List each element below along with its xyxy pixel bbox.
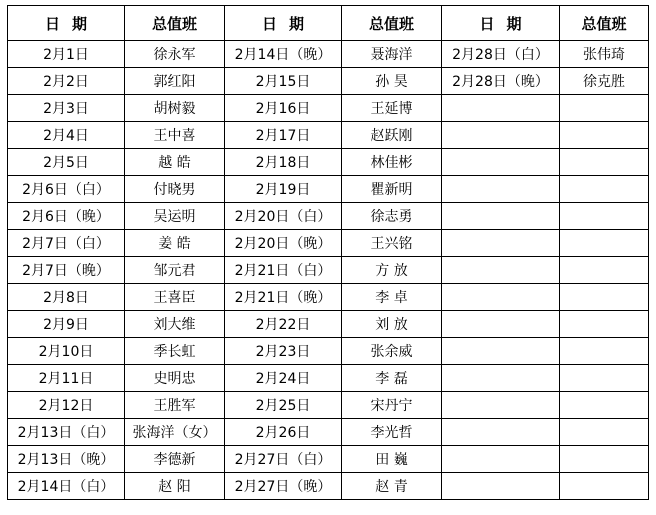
table-row (8, 338, 649, 365)
duty-name-cell: 赵 青 (342, 473, 442, 500)
duty-name-cell (560, 311, 649, 338)
duty-name-cell: 史明忠 (125, 365, 225, 392)
duty-name-cell (560, 338, 649, 365)
date-cell (442, 257, 560, 284)
table-row (8, 392, 649, 419)
duty-name-cell: 季长虹 (125, 338, 225, 365)
duty-name-cell: 王喜臣 (125, 284, 225, 311)
duty-name-cell (560, 257, 649, 284)
duty-name-cell: 姜 皓 (125, 230, 225, 257)
duty-name-cell: 徐永军 (125, 41, 225, 68)
date-cell: 2月20日（晚） (225, 230, 342, 257)
duty-name-cell (560, 149, 649, 176)
duty-name-cell: 李德新 (125, 446, 225, 473)
duty-name-cell: 邹元君 (125, 257, 225, 284)
date-cell: 2月8日 (8, 284, 125, 311)
date-cell: 2月11日 (8, 365, 125, 392)
date-cell (442, 473, 560, 500)
duty-name-cell: 王兴铭 (342, 230, 442, 257)
date-cell: 2月19日 (225, 176, 342, 203)
duty-name-cell: 胡树毅 (125, 95, 225, 122)
date-cell (442, 338, 560, 365)
duty-name-cell: 徐志勇 (342, 203, 442, 230)
date-cell: 2月9日 (8, 311, 125, 338)
date-cell: 2月15日 (225, 68, 342, 95)
duty-name-cell: 付晓男 (125, 176, 225, 203)
duty-name-cell: 李 卓 (342, 284, 442, 311)
duty-name-cell: 聂海洋 (342, 41, 442, 68)
duty-name-cell (560, 95, 649, 122)
table-row (8, 311, 649, 338)
date-cell (442, 230, 560, 257)
duty-name-cell: 李 磊 (342, 365, 442, 392)
duty-name-cell: 刘大维 (125, 311, 225, 338)
duty-name-cell: 张余威 (342, 338, 442, 365)
table-row (8, 203, 649, 230)
date-cell (442, 419, 560, 446)
duty-name-cell: 郭红阳 (125, 68, 225, 95)
duty-name-cell: 赵跃刚 (342, 122, 442, 149)
column-header-date: 日期 (8, 6, 125, 41)
duty-name-cell: 吴运明 (125, 203, 225, 230)
duty-name-cell (560, 122, 649, 149)
date-cell (442, 95, 560, 122)
date-cell (442, 311, 560, 338)
date-cell (442, 365, 560, 392)
duty-name-cell: 林佳彬 (342, 149, 442, 176)
header-row (8, 6, 649, 41)
duty-roster-table (7, 5, 649, 500)
table-row (8, 95, 649, 122)
date-cell: 2月23日 (225, 338, 342, 365)
duty-name-cell (560, 230, 649, 257)
date-cell: 2月6日（白） (8, 176, 125, 203)
duty-name-cell: 王中喜 (125, 122, 225, 149)
date-cell: 2月7日（白） (8, 230, 125, 257)
date-cell: 2月7日（晚） (8, 257, 125, 284)
table-row (8, 68, 649, 95)
duty-name-cell (560, 365, 649, 392)
table-row (8, 176, 649, 203)
duty-name-cell: 田 巍 (342, 446, 442, 473)
date-cell: 2月2日 (8, 68, 125, 95)
date-cell: 2月22日 (225, 311, 342, 338)
date-cell: 2月10日 (8, 338, 125, 365)
date-cell: 2月13日（晚） (8, 446, 125, 473)
date-cell: 2月21日（晚） (225, 284, 342, 311)
date-cell: 2月27日（白） (225, 446, 342, 473)
column-header-duty: 总值班 (560, 6, 649, 41)
table-row (8, 230, 649, 257)
duty-name-cell: 张海洋（女） (125, 419, 225, 446)
table-row (8, 122, 649, 149)
roster-body (8, 41, 649, 500)
date-cell: 2月16日 (225, 95, 342, 122)
column-header-date: 日期 (442, 6, 560, 41)
date-cell: 2月5日 (8, 149, 125, 176)
duty-name-cell: 越 皓 (125, 149, 225, 176)
date-cell: 2月20日（白） (225, 203, 342, 230)
duty-name-cell: 徐克胜 (560, 68, 649, 95)
table-row (8, 257, 649, 284)
date-cell: 2月12日 (8, 392, 125, 419)
duty-name-cell (560, 419, 649, 446)
duty-name-cell: 王胜军 (125, 392, 225, 419)
table-row (8, 41, 649, 68)
page-edge (650, 0, 656, 515)
table-row (8, 149, 649, 176)
date-cell: 2月14日（晚） (225, 41, 342, 68)
duty-name-cell: 赵 阳 (125, 473, 225, 500)
duty-name-cell (560, 284, 649, 311)
table-row (8, 365, 649, 392)
duty-name-cell: 孙 昊 (342, 68, 442, 95)
date-cell: 2月21日（白） (225, 257, 342, 284)
date-cell (442, 203, 560, 230)
date-cell (442, 392, 560, 419)
duty-roster-sheet (7, 5, 648, 500)
date-cell: 2月24日 (225, 365, 342, 392)
date-cell: 2月6日（晚） (8, 203, 125, 230)
table-row (8, 419, 649, 446)
duty-name-cell: 宋丹宁 (342, 392, 442, 419)
date-cell: 2月14日（白） (8, 473, 125, 500)
date-cell: 2月25日 (225, 392, 342, 419)
duty-name-cell: 刘 放 (342, 311, 442, 338)
duty-name-cell (560, 446, 649, 473)
duty-name-cell: 方 放 (342, 257, 442, 284)
duty-name-cell: 瞿新明 (342, 176, 442, 203)
column-header-duty: 总值班 (342, 6, 442, 41)
table-row (8, 473, 649, 500)
duty-name-cell (560, 203, 649, 230)
date-cell: 2月28日（晚） (442, 68, 560, 95)
date-cell: 2月18日 (225, 149, 342, 176)
column-header-duty: 总值班 (125, 6, 225, 41)
table-row (8, 446, 649, 473)
date-cell: 2月3日 (8, 95, 125, 122)
date-cell: 2月27日（晚） (225, 473, 342, 500)
date-cell (442, 122, 560, 149)
table-row (8, 284, 649, 311)
duty-name-cell (560, 392, 649, 419)
date-cell: 2月4日 (8, 122, 125, 149)
duty-name-cell: 李光哲 (342, 419, 442, 446)
date-cell (442, 446, 560, 473)
date-cell: 2月1日 (8, 41, 125, 68)
duty-name-cell: 王延博 (342, 95, 442, 122)
duty-name-cell (560, 473, 649, 500)
column-header-date: 日期 (225, 6, 342, 41)
date-cell: 2月26日 (225, 419, 342, 446)
date-cell (442, 284, 560, 311)
duty-name-cell: 张伟琦 (560, 41, 649, 68)
date-cell (442, 176, 560, 203)
date-cell (442, 149, 560, 176)
date-cell: 2月17日 (225, 122, 342, 149)
date-cell: 2月13日（白） (8, 419, 125, 446)
duty-name-cell (560, 176, 649, 203)
date-cell: 2月28日（白） (442, 41, 560, 68)
